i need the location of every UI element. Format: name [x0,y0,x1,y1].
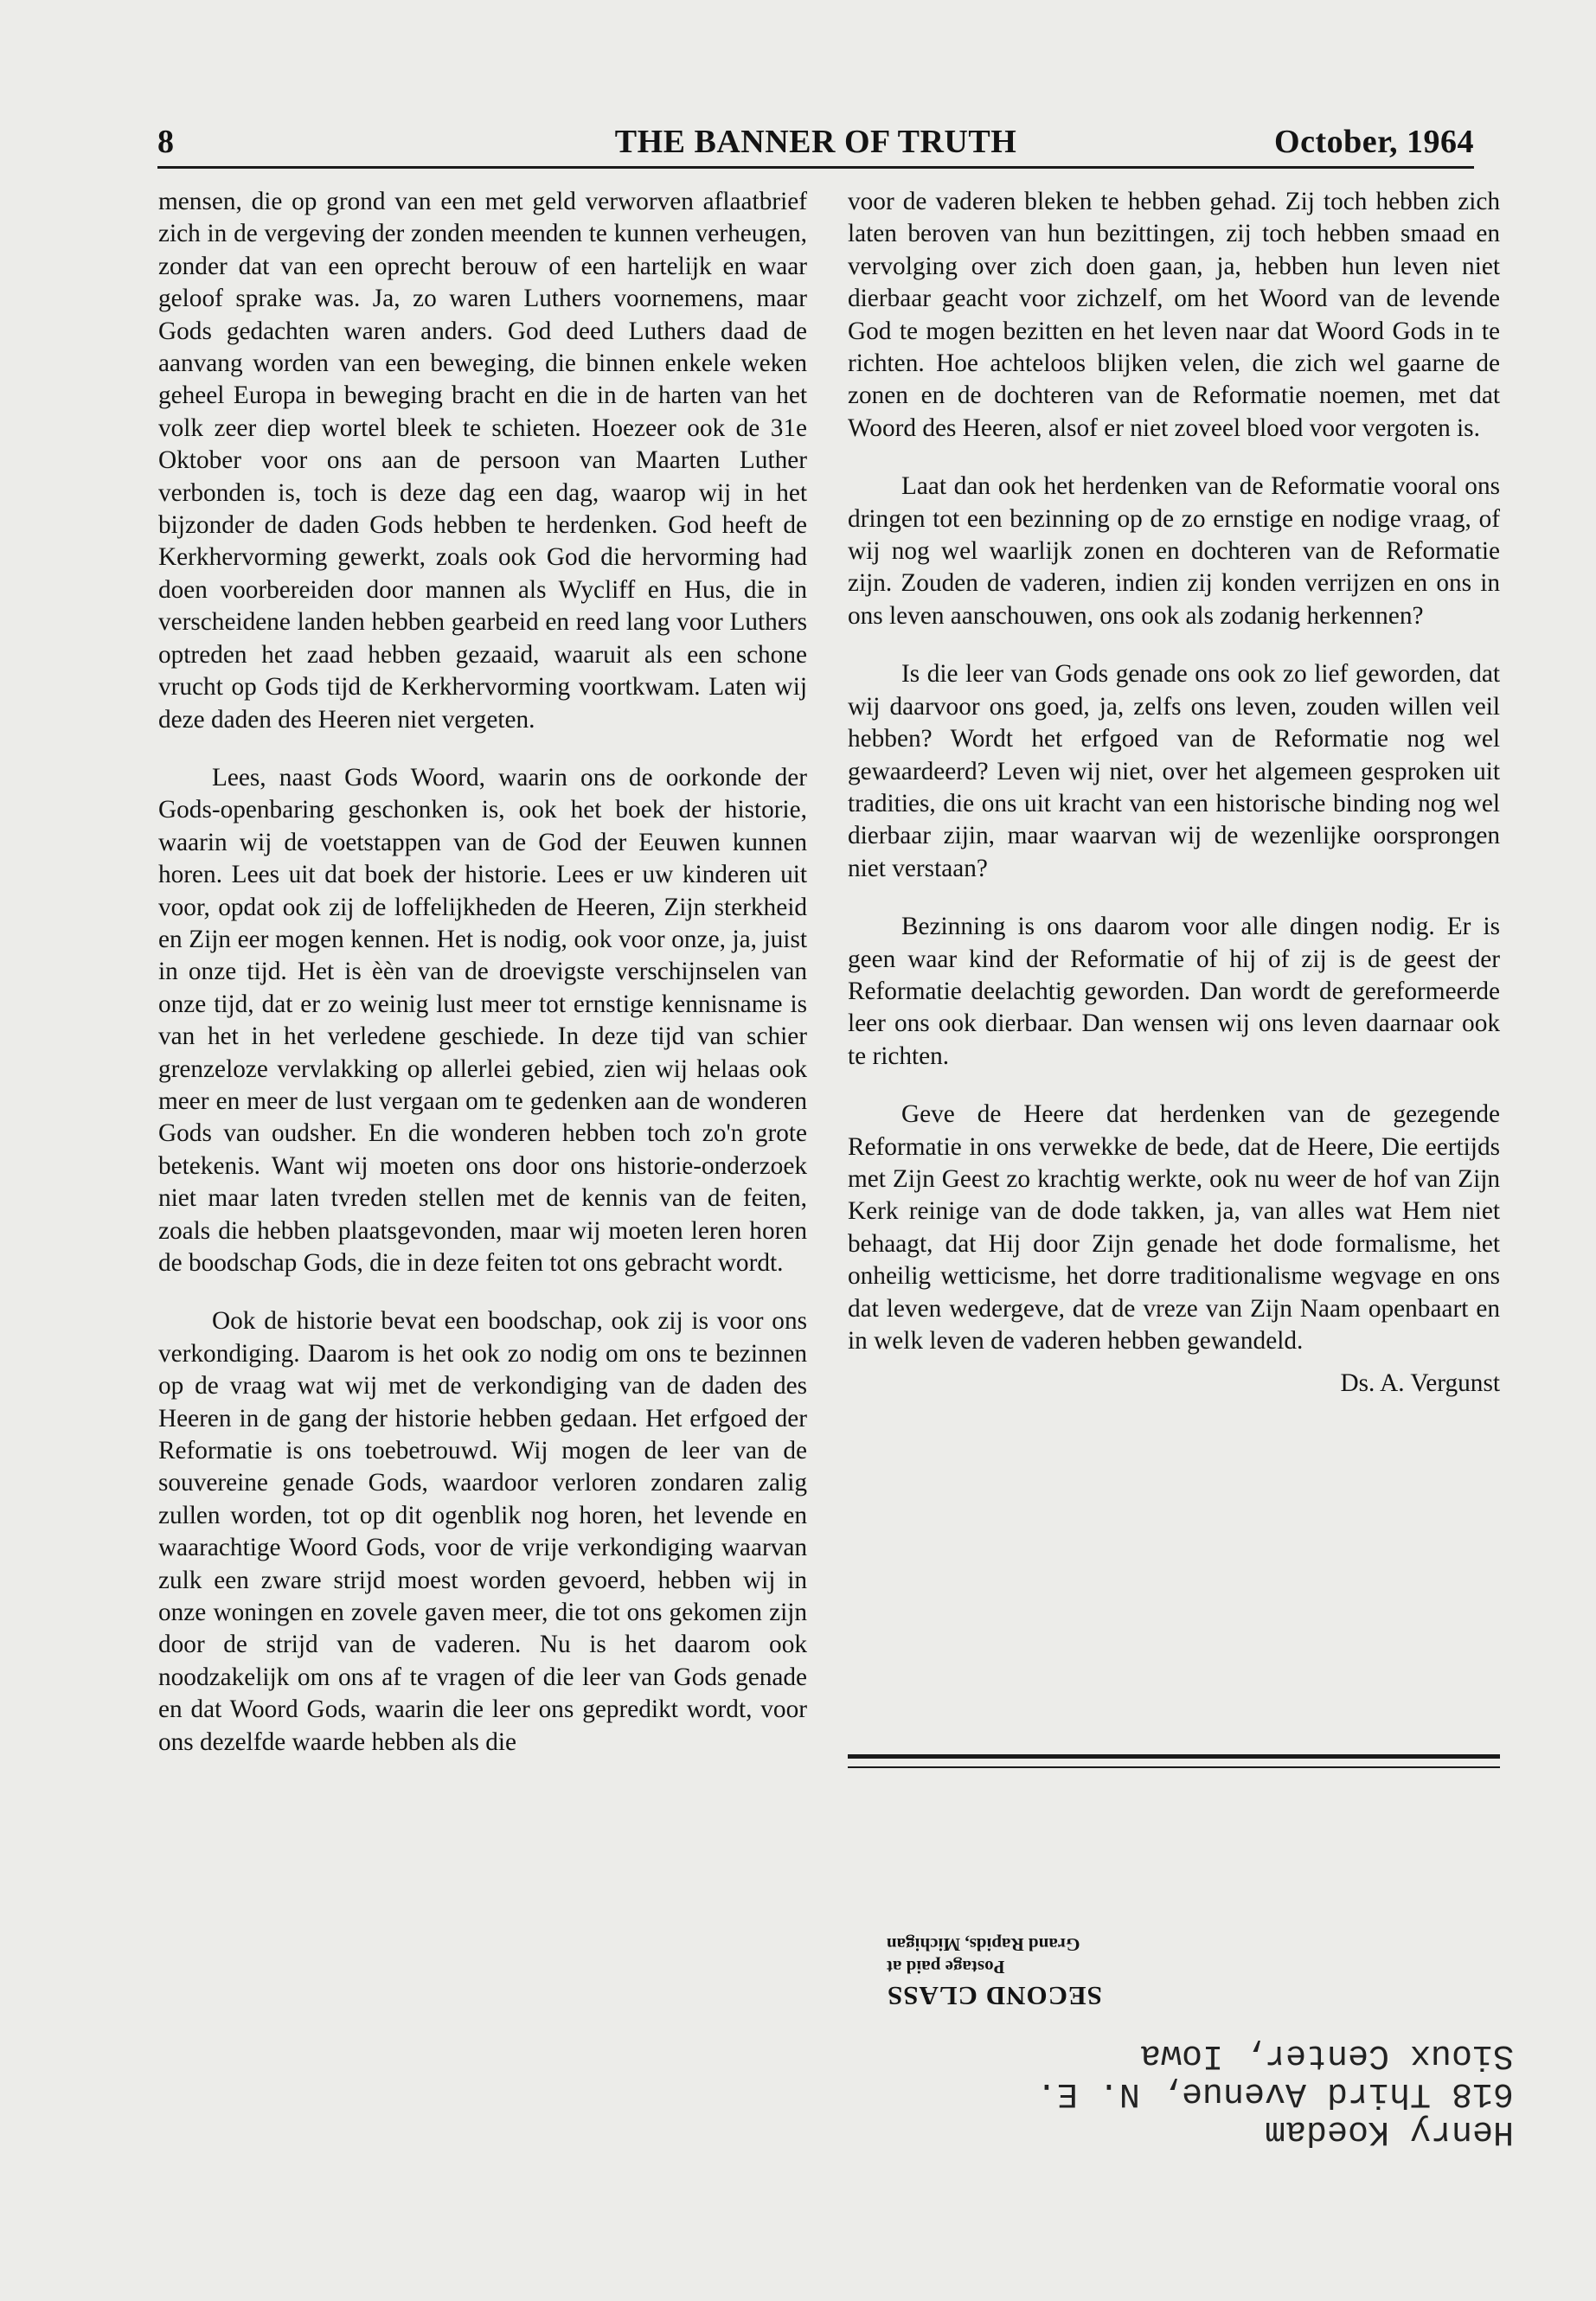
paragraph: Geve de Heere dat herdenken van de gezegende Reformatie in ons verwekke de bede, dat de Heere, Die eertijds met Zijn Geest zo krachtig werkte, ook nu weer de hof van Zijn Kerk reinige van de dode takken, ja, van alles wat Hem niet behaagt, dat Hij door Zijn genade het dode formalisme, het onheilig wetticisme, het dorre traditionalisme wegvage en ons dat leven wedergeve, dat de vreze van Zijn Naam openbaart en in welk leven de vaderen hebben gewandeld. [848,1100,1500,1355]
paragraph: Is die leer van Gods genade ons ook zo lief geworden, dat wij daarvoor ons goed, ja, zelfs ons leven, zouden willen veil hebben? Wordt het erfgoed van de Reformatie nog wel gewaardeerd? Leven wij niet, over het algemeen gesproken uit tradities, die ons uit kracht van een historische binding nog wel dierbaar zijin, maar waarvan wij de wezenlijke oorsprongen niet verstaan? [848,660,1500,882]
page-header [157,119,1474,169]
author-signature: Ds. A. Vergunst [1340,1369,1500,1398]
postage-location: Grand Rapids, Michigan [887,1934,1080,1955]
paragraph: Lees, naast Gods Woord, waarin ons de oorkonde der Gods-openbaring geschonken is, ook het boek der historie, waarin wij de voetstappen van de God der Eeuwen kunnen horen. Lees uit dat boek der historie. Lees er uw kinderen uit voor, opdat ook zij de loffelijkheden de Heeren, Zijn sterkheid en Zijn eer mogen kennen. Het is nodig, ook voor onze, ja, juist in onze tijd. Het is èèn van de droevigste verschijnselen van onze tijd, dat er zo weinig lust meer tot ernstige kennisname is van het in het verledene geschiede. In deze tijd van schier grenzeloze vervlakking op allerlei gebied, zien wij helaas ook meer en meer de lust vergaan om te gedenken aan de wonderen Gods van oudsher. En die wonderen hebben toch zo'n grote betekenis. Want wij moeten ons door ons historie-onderzoek niet maar laten tvreden stellen met de kennis van de feiten, zoals die hebben plaatsgevonden, maar wij moeten leren horen de boodschap Gods, die in deze feiten tot ons gebracht wordt. [158,763,807,1277]
paragraph: Laat dan ook het herdenken van de Reformatie vooral ons dringen tot een bezinning op de zo ernstige en nodige vraag, of wij nog wel waarlijk zonen en dochteren van de Reformatie zijn. Zouden de vaderen, indien zij konden verrijzen en ons in ons leven aanschouwen, ons ook als zodanig herkennen? [848,472,1500,630]
recipient-city: Sioux Center, Iowa [1139,2035,1514,2074]
divider-thin [848,1766,1500,1768]
postal-indicia [887,1933,1371,2013]
publication-title: THE BANNER OF TRUTH [614,124,1017,160]
postal-class: SECOND CLASS [887,1981,1102,2011]
divider-thick [848,1754,1500,1759]
postage-note: Postage paid at [887,1957,1005,1977]
right-column [848,186,1500,1400]
paragraph: Ook de historie bevat een boodschap, ook zij is voor ons verkondiging. Daarom is het ook zo nodig om ons te bezinnen op de vraag wat wij met de verkondiging van de daden des Heeren in de gang der historie hebben gedaan. Het erfgoed der Reformatie is ons toebetrouwd. Wij mogen de leer van de souvereine genade Gods, waardoor verloren zondaren zalig zullen worden, tot op dit ogenblik nog horen, het levende en waarachtige Woord Gods, voor de vrije verkondiging waarvan zulk een zware strijd moest worden gevoerd, hebben wij in onze woningen en zovele gaven meer, die tot ons gekomen zijn door de strijd van de vaderen. Nu is het daarom ook noodzakelijk om ons af te vragen of die leer van Gods genade en dat Woord Gods, waarin die leer ons gepredikt wordt, voor ons dezelfde waarde hebben als die [158,1307,807,1756]
paragraph: voor de vaderen bleken te hebben gehad. Zij toch hebben zich laten beroven van hun bezittingen, zij toch hebben smaad en vervolging over zich doen gaan, ja, hebben hun leven niet dierbaar geacht voor zichzelf, om het Woord van de levende God te mogen bezitten en het leven naar dat Woord Gods in te richten. Hoe achteloos blijken velen, die zich wel gaarne de zonen en de dochteren van de Reformatie noemen, met dat Woord des Heeren, alsof er niet zoveel bloed voor vergoten is. [848,188,1500,442]
mailing-label [887,1925,1514,2150]
paragraph: mensen, die op grond van een met geld verworven aflaatbrief zich in de vergeving der zonden meenden te kunnen verheugen, zonder dat van een oprecht berouw of een hartelijk en waar geloof sprake was. Ja, zo waren Luthers voornemens, maar Gods gedachten waren anders. God deed Luthers daad de aanvang worden van een beweging, die binnen enkele weken geheel Europa in beweging bracht en die in de harten van het volk zeer diep wortel bleek te schieten. Hoezeer ook de 31e Oktober voor ons aan de persoon van Maarten Luther verbonden is, toch is deze dag een dag, waarop wij in het bijzonder de daden Gods hebben te herdenken. God heeft de Kerkhervorming gewerkt, zoals ook God die hervorming had doen voorbereiden door mannen als Wycliff en Hus, die in verscheidene landen hebben gearbeid en reed lang voor Luthers optreden het zaad hebben gezaaid, waaruit als een schone vrucht op Gods tijd de Kerkhervorming voortkwam. Laten wij deze daden des Heeren niet vergeten. [158,188,807,734]
issue-date: October, 1964 [1274,124,1474,160]
left-column [158,186,807,1759]
page-number: 8 [157,124,175,160]
recipient-name: Henry Koedam [1264,2112,1514,2150]
paragraph: Bezinning is ons daarom voor alle dingen nodig. Er is geen waar kind der Reformatie of hij of zij is de geest der Reformatie deelachtig geworden. Dan wordt de gereformeerde leer ons ook dierbaar. Dan wensen wij ons leven daarnaar ook te richten. [848,913,1500,1070]
recipient-street: 618 Third Avenue, N. E. [1035,2073,1514,2112]
address-block [977,2035,1514,2150]
